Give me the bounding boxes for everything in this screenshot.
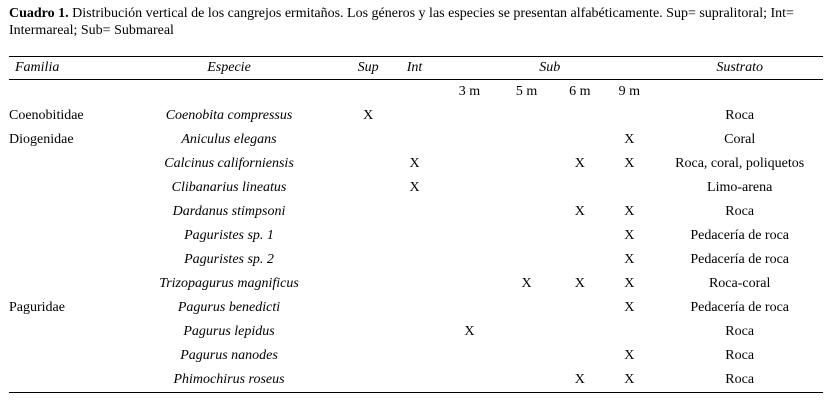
cell-6m xyxy=(557,176,602,200)
cell-sustrato: Limo-arena xyxy=(707,180,773,195)
header-sustrato: Sustrato xyxy=(656,57,823,80)
cell-sustrato: Roca xyxy=(725,108,755,123)
cell-int xyxy=(386,128,443,152)
cell-familia xyxy=(9,200,108,224)
table-row xyxy=(9,296,823,320)
cell-5m xyxy=(496,176,558,200)
cell-int xyxy=(386,272,443,296)
cell-9m: X xyxy=(624,300,635,315)
cell-3m xyxy=(443,344,496,368)
cell-3m: X xyxy=(464,324,475,339)
table-row xyxy=(9,248,823,272)
cell-familia xyxy=(9,176,108,200)
cell-6m: X xyxy=(574,276,585,291)
cell-5m xyxy=(496,104,558,128)
cell-especie: Trizopagurus magnificus xyxy=(159,276,299,291)
cell-int xyxy=(386,296,443,320)
header-row xyxy=(9,57,823,80)
cell-3m xyxy=(443,128,496,152)
cell-5m xyxy=(496,152,558,176)
cell-6m xyxy=(557,128,602,152)
cell-sup xyxy=(350,176,386,200)
cell-6m xyxy=(557,104,602,128)
cell-sustrato: Roca xyxy=(656,368,823,393)
cell-6m: X xyxy=(557,368,602,393)
cell-5m: X xyxy=(521,276,532,291)
depth-header-row xyxy=(9,80,823,105)
cell-sustrato: Roca xyxy=(725,324,755,339)
cell-5m xyxy=(496,320,558,344)
cell-especie: Pagurus lepidus xyxy=(183,324,275,339)
cell-5m xyxy=(496,200,558,224)
cell-6m: X xyxy=(574,156,585,171)
header-sup: Sup xyxy=(350,57,386,80)
table-row xyxy=(9,200,823,224)
cell-especie: Calcinus californiensis xyxy=(164,156,294,171)
cell-3m xyxy=(443,200,496,224)
cell-5m xyxy=(496,224,558,248)
cell-int xyxy=(386,200,443,224)
cell-6m xyxy=(557,224,602,248)
cell-9m xyxy=(602,176,656,200)
cell-sustrato: Roca-coral xyxy=(708,276,771,291)
cell-familia xyxy=(9,344,108,368)
cell-sustrato: Roca xyxy=(725,348,755,363)
cell-9m xyxy=(602,104,656,128)
table-row xyxy=(9,344,823,368)
cell-sustrato: Coral xyxy=(724,132,756,147)
cell-familia: Diogenidae xyxy=(9,132,74,147)
cell-5m xyxy=(496,368,558,393)
cell-familia xyxy=(9,272,108,296)
table-row xyxy=(9,368,823,393)
cell-3m xyxy=(443,224,496,248)
cell-5m xyxy=(496,344,558,368)
depth-3m: 3 m xyxy=(458,84,481,99)
cell-familia xyxy=(9,368,108,393)
cell-sup xyxy=(350,152,386,176)
cell-9m: X xyxy=(624,156,635,171)
cell-familia xyxy=(9,224,108,248)
caption-text: Distribución vertical de los cangrejos ermitaños. Los géneros y las especies se presentan alfabéticamente. Sup= supralitoral; Int= Intermareal; Sub= Submareal xyxy=(9,6,794,38)
cell-int: X xyxy=(409,180,420,195)
cell-sup xyxy=(350,272,386,296)
cell-3m xyxy=(443,272,496,296)
cell-especie: Paguristes sp. 2 xyxy=(184,252,274,267)
cell-sup xyxy=(350,248,386,272)
header-familia: Familia xyxy=(9,57,108,80)
cell-6m xyxy=(557,296,602,320)
table-row xyxy=(9,128,823,152)
cell-6m xyxy=(557,320,602,344)
cell-sup xyxy=(350,344,386,368)
cell-3m xyxy=(443,176,496,200)
header-int: Int xyxy=(386,57,443,80)
cell-9m: X xyxy=(624,132,635,147)
cell-3m xyxy=(443,368,496,393)
cell-5m xyxy=(496,296,558,320)
table-caption xyxy=(9,5,824,39)
cell-especie: Clibanarius lineatus xyxy=(171,180,287,195)
cell-9m xyxy=(602,320,656,344)
cell-9m: X xyxy=(602,368,656,393)
cell-sustrato: Pedacería de roca xyxy=(690,300,790,315)
cell-familia: Coenobitidae xyxy=(9,108,84,123)
caption-label: Cuadro 1. xyxy=(9,6,69,21)
cell-familia: Paguridae xyxy=(9,300,65,315)
table-row xyxy=(9,104,823,128)
cell-9m: X xyxy=(624,204,635,219)
cell-sustrato: Pedacería de roca xyxy=(690,228,790,243)
cell-9m: X xyxy=(624,228,635,243)
cell-int xyxy=(386,344,443,368)
cell-int xyxy=(386,320,443,344)
cell-6m xyxy=(557,344,602,368)
header-sub: Sub xyxy=(443,57,656,80)
table-row xyxy=(9,152,823,176)
cell-sup xyxy=(350,368,386,393)
cell-sustrato: Roca, coral, poliquetos xyxy=(675,156,805,171)
cell-especie: Pagurus nanodes xyxy=(180,348,278,363)
cell-especie: Paguristes sp. 1 xyxy=(184,228,274,243)
cell-sup xyxy=(350,128,386,152)
cell-3m xyxy=(443,248,496,272)
cell-especie: Pagurus benedicti xyxy=(177,300,281,315)
cell-familia xyxy=(9,320,108,344)
cell-sustrato: Pedacería de roca xyxy=(690,252,790,267)
table-row xyxy=(9,320,823,344)
table-body xyxy=(9,80,823,393)
cell-int xyxy=(386,368,443,393)
cell-6m: X xyxy=(574,204,585,219)
cell-familia xyxy=(9,152,108,176)
table-row xyxy=(9,224,823,248)
cell-sup: X xyxy=(363,108,374,123)
depth-6m: 6 m xyxy=(569,84,591,99)
cell-especie: Dardanus stimpsoni xyxy=(172,204,286,219)
cell-int xyxy=(386,104,443,128)
cell-sup xyxy=(350,320,386,344)
cell-int: X xyxy=(409,156,420,171)
cell-especie: Coenobita compressus xyxy=(165,108,293,123)
cell-int xyxy=(386,248,443,272)
table-row xyxy=(9,272,823,296)
cell-9m: X xyxy=(624,348,635,363)
depth-5m: 5 m xyxy=(515,84,538,99)
cell-6m xyxy=(557,248,602,272)
cell-sup xyxy=(350,224,386,248)
cell-especie: Phimochirus roseus xyxy=(108,368,351,393)
cell-sustrato: Roca xyxy=(725,204,755,219)
cell-9m: X xyxy=(624,252,635,267)
cell-9m: X xyxy=(624,276,635,291)
cell-3m xyxy=(443,152,496,176)
depth-9m: 9 m xyxy=(618,84,641,99)
species-table xyxy=(9,56,823,393)
cell-sup xyxy=(350,296,386,320)
cell-3m xyxy=(443,104,496,128)
cell-sup xyxy=(350,200,386,224)
cell-int xyxy=(386,224,443,248)
cell-5m xyxy=(496,128,558,152)
cell-5m xyxy=(496,248,558,272)
cell-especie: Aniculus elegans xyxy=(181,132,277,147)
cell-3m xyxy=(443,296,496,320)
table-row xyxy=(9,176,823,200)
header-especie: Especie xyxy=(108,57,351,80)
cell-familia xyxy=(9,248,108,272)
